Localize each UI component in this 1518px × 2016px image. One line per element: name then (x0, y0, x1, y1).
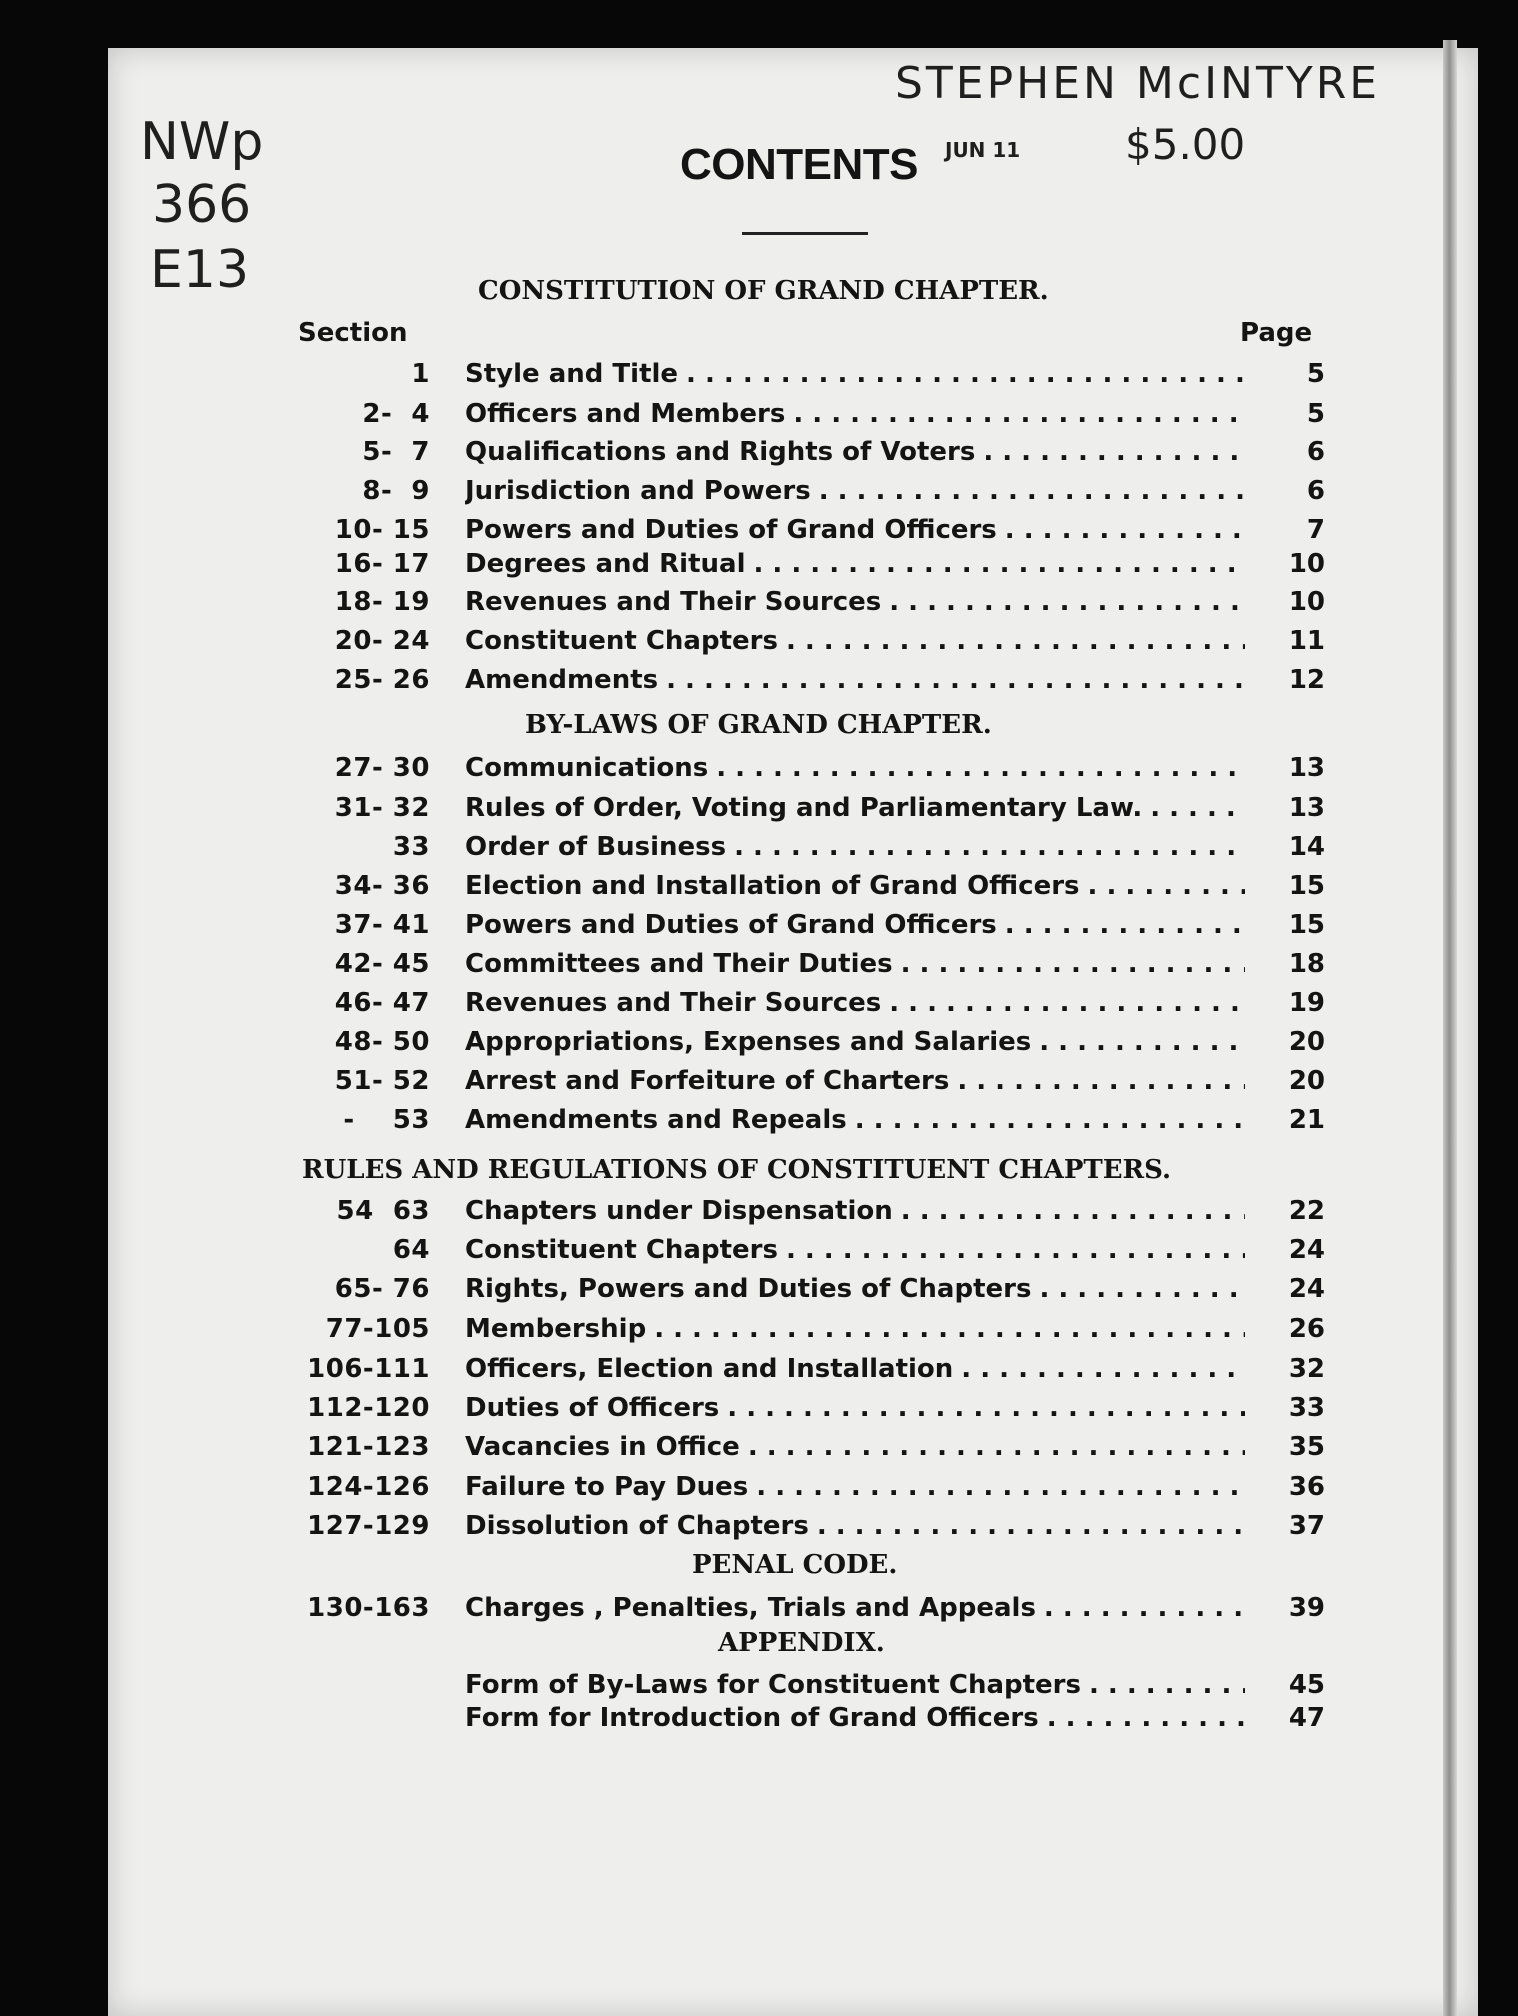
date-stamp: JUN 11 (945, 138, 1021, 162)
toc-entry (290, 1700, 1325, 1736)
toc-section-number: 112-120 (307, 1393, 430, 1423)
toc-entry (290, 434, 1325, 470)
toc-title: Qualifications and Rights of Voters (465, 437, 976, 467)
toc-page-number: 14 (1288, 832, 1325, 862)
page-edge (1443, 40, 1457, 2016)
toc-title: Dissolution of Chapters (465, 1511, 809, 1541)
toc-title-line (465, 1271, 1245, 1307)
toc-entry (290, 1590, 1325, 1626)
toc-title-line (465, 790, 1245, 826)
toc-page-number: 12 (1288, 665, 1325, 695)
toc-title-line (465, 1311, 1245, 1347)
toc-title-line (465, 1429, 1245, 1465)
toc-section-number: 37- 41 (334, 910, 430, 940)
dot-leader (1039, 1271, 1245, 1307)
toc-section-number: 77-105 (325, 1314, 430, 1344)
toc-section-number: 127-129 (307, 1511, 430, 1541)
toc-title-line (465, 1508, 1245, 1544)
toc-title-line (465, 985, 1245, 1021)
toc-section-number: - 53 (343, 1105, 430, 1135)
toc-page-number: 32 (1288, 1354, 1325, 1384)
toc-title: Communications (465, 753, 709, 783)
toc-entry (290, 623, 1325, 659)
toc-page-number: 13 (1288, 793, 1325, 823)
toc-entry (290, 1429, 1325, 1465)
dot-leader (1088, 868, 1245, 904)
toc-title: Amendments and Repeals (465, 1105, 847, 1135)
toc-page-number: 10 (1288, 587, 1325, 617)
toc-title: Revenues and Their Sources (465, 587, 882, 617)
toc-entry (290, 1508, 1325, 1544)
dot-leader (855, 1102, 1245, 1138)
toc-title-line (465, 1390, 1245, 1426)
dot-leader (983, 434, 1245, 470)
toc-section-number: 51- 52 (334, 1066, 430, 1096)
toc-title: Amendments (465, 665, 659, 695)
toc-page-number: 37 (1288, 1511, 1325, 1541)
toc-page-number: 15 (1288, 910, 1325, 940)
toc-title: Form of By-Laws for Constituent Chapters (465, 1670, 1081, 1700)
toc-page-number: 20 (1288, 1027, 1325, 1057)
dot-leader (734, 829, 1245, 865)
toc-entry (290, 512, 1325, 548)
toc-title-line (465, 1469, 1245, 1505)
toc-page-number: 36 (1288, 1472, 1325, 1502)
toc-page-number: 5 (1306, 359, 1325, 389)
toc-page-number: 24 (1288, 1235, 1325, 1265)
toc-title-line (465, 1700, 1245, 1736)
toc-title: Chapters under Dispensation (465, 1196, 893, 1226)
toc-section-number: 106-111 (307, 1354, 430, 1384)
dot-leader (686, 356, 1245, 392)
toc-page-number: 20 (1288, 1066, 1325, 1096)
dot-leader (654, 1311, 1245, 1347)
toc-title: Order of Business (465, 832, 727, 862)
toc-section-number: 18- 19 (334, 587, 430, 617)
toc-title: Duties of Officers (465, 1393, 720, 1423)
toc-entry (290, 1351, 1325, 1387)
toc-entry (290, 985, 1325, 1021)
toc-title-line (465, 750, 1245, 786)
toc-title-line (465, 662, 1245, 698)
toc-page-number: 19 (1288, 988, 1325, 1018)
toc-entry (290, 829, 1325, 865)
toc-entry (290, 790, 1325, 826)
toc-title: Degrees and Ritual (465, 549, 746, 579)
dot-leader (756, 1469, 1245, 1505)
toc-section-number: 27- 30 (334, 753, 430, 783)
dot-leader (961, 1351, 1245, 1387)
toc-entry (290, 1024, 1325, 1060)
toc-page-number: 5 (1306, 399, 1325, 429)
toc-entry (290, 1390, 1325, 1426)
dot-leader (1150, 790, 1245, 826)
toc-entry (290, 473, 1325, 509)
toc-title: Officers, Election and Installation (465, 1354, 954, 1384)
section-heading: PENAL CODE. (692, 1550, 898, 1580)
toc-title: Appropriations, Expenses and Salaries (465, 1027, 1032, 1057)
toc-section-number: 10- 15 (334, 515, 430, 545)
toc-title-line (465, 512, 1245, 548)
toc-entry (290, 868, 1325, 904)
section-column-header: Section (298, 318, 408, 348)
dot-leader (666, 662, 1245, 698)
toc-section-number: 20- 24 (334, 626, 430, 656)
toc-title-line (465, 1024, 1245, 1060)
toc-page-number: 21 (1288, 1105, 1325, 1135)
toc-page-number: 47 (1288, 1703, 1325, 1733)
toc-title: Style and Title (465, 359, 679, 389)
page-title: CONTENTS (680, 140, 918, 189)
toc-section-number: 1 (411, 359, 430, 389)
handwritten-price: $5.00 (1125, 120, 1246, 169)
toc-title: Revenues and Their Sources (465, 988, 882, 1018)
dot-leader (754, 546, 1246, 582)
toc-page-number: 22 (1288, 1196, 1325, 1226)
toc-entry (290, 1667, 1325, 1703)
toc-entry (290, 1469, 1325, 1505)
section-heading: RULES AND REGULATIONS OF CONSTITUENT CHAPTERS. (302, 1155, 1172, 1185)
toc-title-line (465, 1232, 1245, 1268)
toc-page-number: 11 (1288, 626, 1325, 656)
dot-leader (957, 1063, 1245, 1099)
toc-title-line (465, 1063, 1245, 1099)
toc-title-line (465, 1667, 1245, 1703)
section-heading: APPENDIX. (718, 1628, 885, 1658)
toc-section-number: 64 (392, 1235, 430, 1265)
toc-section-number: 25- 26 (334, 665, 430, 695)
section-heading: CONSTITUTION OF GRAND CHAPTER. (478, 276, 1049, 306)
toc-page-number: 35 (1288, 1432, 1325, 1462)
toc-section-number: 54 63 (336, 1196, 430, 1226)
toc-title: Membership (465, 1314, 647, 1344)
toc-entry (290, 1063, 1325, 1099)
toc-title-line (465, 356, 1245, 392)
toc-section-number: 42- 45 (334, 949, 430, 979)
toc-title: Officers and Members (465, 399, 786, 429)
toc-entry (290, 1102, 1325, 1138)
toc-section-number: 16- 17 (334, 549, 430, 579)
toc-page-number: 26 (1288, 1314, 1325, 1344)
toc-title-line (465, 584, 1245, 620)
toc-page-number: 33 (1288, 1393, 1325, 1423)
toc-entry (290, 356, 1325, 392)
toc-title: Form for Introduction of Grand Officers (465, 1703, 1039, 1733)
toc-title-line (465, 473, 1245, 509)
toc-section-number: 130-163 (307, 1593, 430, 1623)
toc-page-number: 6 (1306, 476, 1325, 506)
toc-page-number: 6 (1306, 437, 1325, 467)
toc-title: Arrest and Forfeiture of Charters (465, 1066, 950, 1096)
dot-leader (1044, 1590, 1245, 1626)
toc-section-number: 46- 47 (334, 988, 430, 1018)
toc-page-number: 18 (1288, 949, 1325, 979)
toc-title: Rights, Powers and Duties of Chapters (465, 1274, 1032, 1304)
toc-section-number: 124-126 (307, 1472, 430, 1502)
toc-title: Vacancies in Office (465, 1432, 740, 1462)
dot-leader (1039, 1024, 1245, 1060)
dot-leader (901, 946, 1245, 982)
toc-page-number: 7 (1306, 515, 1325, 545)
toc-section-number: 121-123 (307, 1432, 430, 1462)
toc-section-number: 8- 9 (362, 476, 430, 506)
toc-entry (290, 662, 1325, 698)
toc-page-number: 24 (1288, 1274, 1325, 1304)
dot-leader (786, 623, 1245, 659)
toc-title: Failure to Pay Dues (465, 1472, 749, 1502)
toc-title-line (465, 396, 1245, 432)
toc-entry (290, 750, 1325, 786)
dot-leader (817, 1508, 1245, 1544)
page-column-header: Page (1240, 318, 1313, 348)
dot-leader (819, 473, 1245, 509)
toc-entry (290, 907, 1325, 943)
toc-title-line (465, 829, 1245, 865)
toc-title-line (465, 434, 1245, 470)
dot-leader (1089, 1667, 1245, 1703)
handwritten-buyer-name: STEPHEN McINTYRE (895, 58, 1381, 109)
toc-title: Powers and Duties of Grand Officers (465, 910, 997, 940)
toc-entry (290, 1193, 1325, 1229)
dot-leader (901, 1193, 1245, 1229)
catalog-number-line: NWp (140, 112, 264, 172)
toc-entry (290, 396, 1325, 432)
dot-leader (748, 1429, 1245, 1465)
toc-section-number: 31- 32 (334, 793, 430, 823)
catalog-number-line: E13 (150, 240, 250, 300)
toc-title-line (465, 1351, 1245, 1387)
toc-section-number: 34- 36 (334, 871, 430, 901)
dot-leader (786, 1232, 1245, 1268)
toc-section-number: 5- 7 (362, 437, 430, 467)
toc-page-number: 39 (1288, 1593, 1325, 1623)
toc-section-number: 2- 4 (362, 399, 430, 429)
toc-page-number: 13 (1288, 753, 1325, 783)
dot-leader (889, 584, 1245, 620)
toc-title-line (465, 546, 1245, 582)
dot-leader (889, 985, 1245, 1021)
toc-entry (290, 584, 1325, 620)
toc-title-line (465, 907, 1245, 943)
toc-section-number: 65- 76 (334, 1274, 430, 1304)
toc-entry (290, 946, 1325, 982)
dot-leader (1047, 1700, 1245, 1736)
toc-entry (290, 546, 1325, 582)
toc-title-line (465, 1102, 1245, 1138)
toc-page-number: 15 (1288, 871, 1325, 901)
toc-title-line (465, 1193, 1245, 1229)
toc-title: Charges , Penalties, Trials and Appeals (465, 1593, 1036, 1623)
toc-page-number: 45 (1288, 1670, 1325, 1700)
dot-leader (727, 1390, 1245, 1426)
toc-title: Powers and Duties of Grand Officers (465, 515, 997, 545)
toc-section-number: 48- 50 (334, 1027, 430, 1057)
toc-title-line (465, 946, 1245, 982)
toc-title: Jurisdiction and Powers (465, 476, 811, 506)
title-divider (742, 232, 868, 235)
dot-leader (716, 750, 1245, 786)
dot-leader (1005, 907, 1245, 943)
toc-title: Constituent Chapters (465, 626, 778, 656)
toc-title: Election and Installation of Grand Officers (465, 871, 1080, 901)
toc-entry (290, 1271, 1325, 1307)
catalog-number-line: 366 (152, 175, 252, 235)
dot-leader (793, 396, 1245, 432)
toc-entry (290, 1311, 1325, 1347)
toc-section-number: 33 (392, 832, 430, 862)
dot-leader (1005, 512, 1245, 548)
toc-title: Constituent Chapters (465, 1235, 778, 1265)
toc-title: Committees and Their Duties (465, 949, 893, 979)
toc-entry (290, 1232, 1325, 1268)
toc-page-number: 10 (1288, 549, 1325, 579)
toc-title-line (465, 868, 1245, 904)
toc-title-line (465, 623, 1245, 659)
section-heading: BY-LAWS OF GRAND CHAPTER. (525, 710, 992, 740)
toc-title-line (465, 1590, 1245, 1626)
toc-title: Rules of Order, Voting and Parliamentary Law. (465, 793, 1143, 823)
